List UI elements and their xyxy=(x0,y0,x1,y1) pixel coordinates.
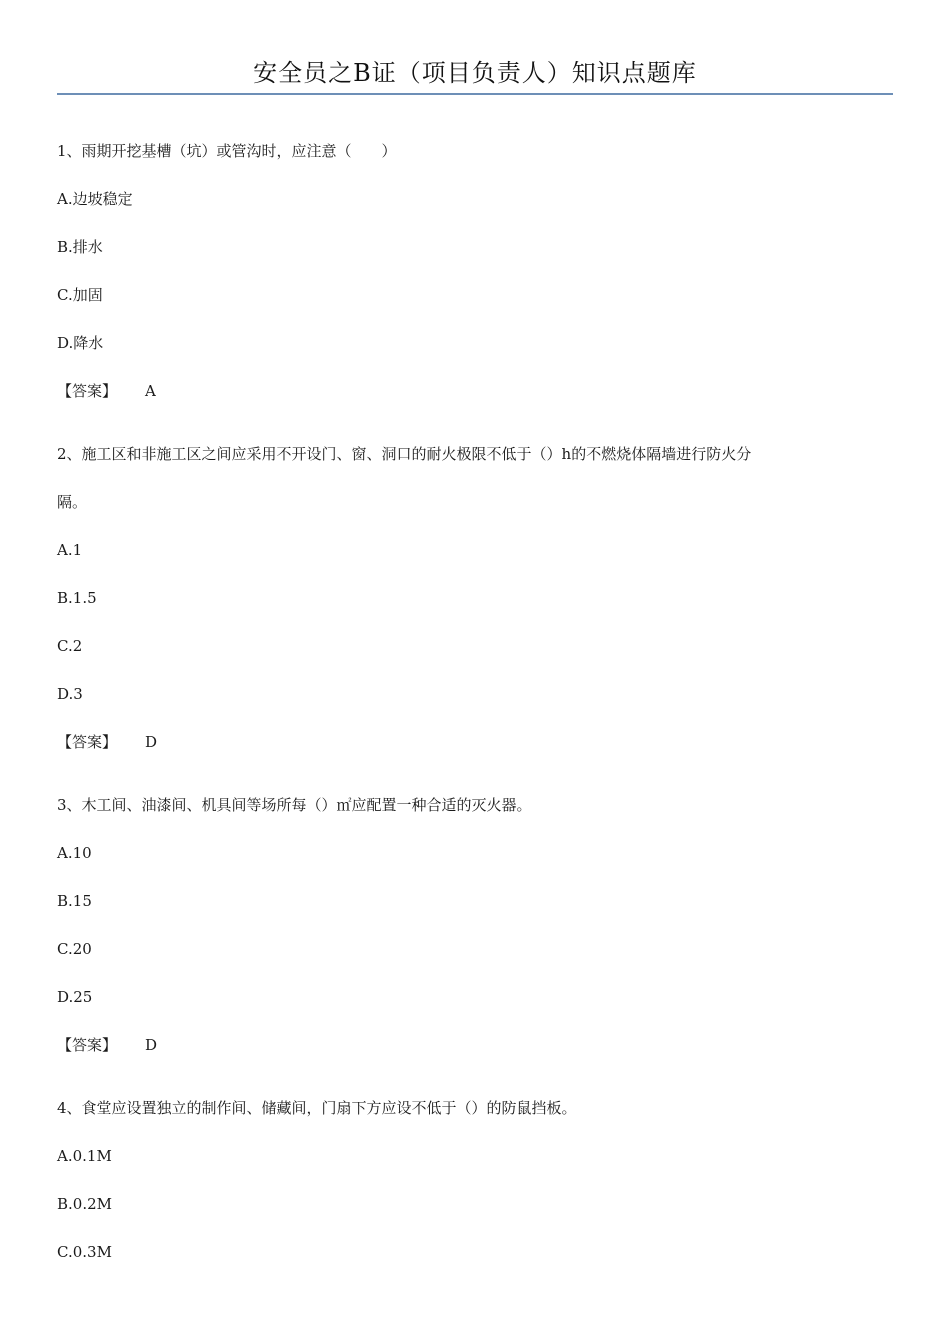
question-4-stem: 4、食堂应设置独立的制作间、储藏间，门扇下方应设不低于（）的防鼠挡板。 xyxy=(57,1099,577,1117)
question-4-option-a: A.0.1M xyxy=(57,1147,112,1165)
answer-value: A xyxy=(145,382,156,400)
question-4-option-b: B.0.2M xyxy=(57,1195,113,1213)
question-3-answer xyxy=(57,1035,157,1055)
question-1-option-c: C.加固 xyxy=(57,286,103,304)
title-underline xyxy=(57,93,893,95)
question-1-option-a: A.边坡稳定 xyxy=(57,190,133,208)
answer-value: D xyxy=(145,733,158,751)
question-2-option-d: D.3 xyxy=(57,685,83,703)
question-3-option-d: D.25 xyxy=(57,988,93,1006)
question-2-option-b: B.1.5 xyxy=(57,589,97,607)
question-4-option-c: C.0.3M xyxy=(57,1243,112,1261)
question-1-option-b: B.排水 xyxy=(57,238,103,256)
question-3-option-a: A.10 xyxy=(57,844,92,862)
question-2-stem-line-1: 2、施工区和非施工区之间应采用不开设门、窗、洞口的耐火极限不低于（）h的不燃烧体隔墙进行防火分 xyxy=(57,445,752,463)
question-3-option-b: B.15 xyxy=(57,892,92,910)
document-title: 安全员之B证（项目负责人）知识点题库 xyxy=(253,59,697,87)
question-2-option-c: C.2 xyxy=(57,637,83,655)
question-1-answer xyxy=(57,381,156,401)
answer-label: 【答案】 xyxy=(57,733,118,751)
question-2-stem-line-2: 隔。 xyxy=(57,493,88,511)
question-3-stem: 3、木工间、油漆间、机具间等场所每（）㎡应配置一种合适的灭火器。 xyxy=(57,796,532,814)
answer-label: 【答案】 xyxy=(57,1036,118,1054)
answer-label: 【答案】 xyxy=(57,382,118,400)
question-2-answer xyxy=(57,732,157,752)
question-1-option-d: D.降水 xyxy=(57,334,104,352)
answer-value: D xyxy=(145,1036,158,1054)
question-3-option-c: C.20 xyxy=(57,940,92,958)
question-1-stem: 1、雨期开挖基槽（坑）或管沟时，应注意（ ） xyxy=(57,142,397,160)
question-2-option-a: A.1 xyxy=(57,541,83,559)
